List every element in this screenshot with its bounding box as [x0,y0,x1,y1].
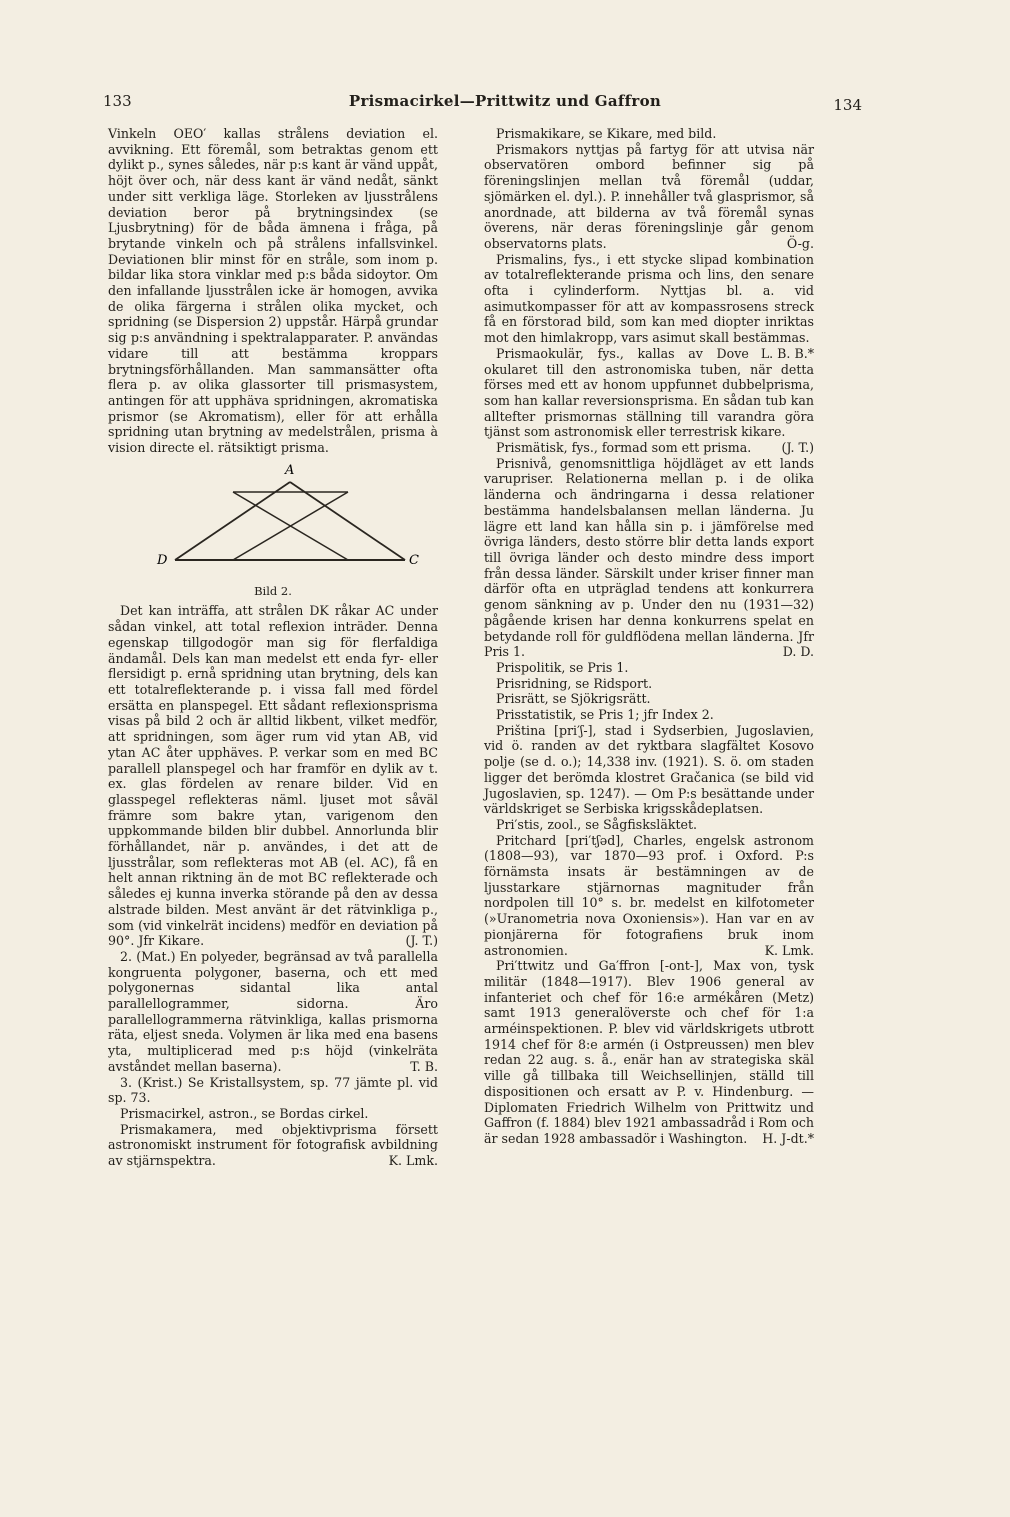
signature-klmk: K. Lmk. [388,1153,438,1169]
running-title: Prismacirkel—Prittwitz und Gaffron [348,92,662,110]
entry-prittwitz-text: Pri′ttwitz und Ga′ffron [-ont-], Max von, tysk militär (1848—1917). Blev 1906 general av infanteriet och chef för 16:e armékåren (Metz) samt 1913 generalöverste och chef för 1:a arméinspektionen. P. blev vid världskrigets utbrott 1914 chef för 8:e armén (i Ostpreussen) men blev redan 22 aug. s. å., enär han av strategiska skäl ville gå tillbaka till Weichsellinjen, ställd till dispositionen och ersatt av P. v. Hindenburg. — Diplomaten Friedrich Wilhelm von Prittwitz und Gaffron (f. 1884) blev 1921 ambassadråd i Rom och är sedan 1928 ambassadör i Washington. [484,958,814,1146]
paragraph-mathematics-text: 2. (Mat.) En polyeder, begränsad av två parallella kongruenta polygoner, baserna, och ett med polygonernas sidantal lika antal parallellogrammer, sidorna. Äro parallellogrammerna rätvinkliga, kallas prismorna räta, eljest sneda. Volymen är lika med ena basens yta, multiplicerad med p:s höjd (vinkelräta avståndet mellan baserna). [108,948,438,1074]
signature-og: Ö-g. [786,235,814,251]
entry-prismakors [484,142,814,252]
paragraph-total-reflexion-text: Det kan inträffa, att strålen DK råkar AC under sådan vinkel, att total reflexion inträder. Denna egenskap tillgodogör man sig för flerfaldiga ändamål. Dels kan man medelst ett enda fyr- eller flersidigt p. ernå spridning utan brytning, dels kan ett totalreflekterande p. i vissa fall med fördel ersätta en planspegel. Ett sådant reflexionsprisma visas på bild 2 och är alltid likbent, vilket medför, att spridningen, som äger rum vid ytan AB, vid ytan AC åter upphäves. P. verkar som en med BC parallell planspegel och har framför en dylik av t. ex. glas fördelen av renare bilder. Vid en glasspegel reflekteras näml. ljuset mot såväl främre som bakre ytan, varigenom den uppkommande bilden blir dubbel. Annorlunda blir förhållandet, när p. användes, i det att de ljusstrålar, som reflekteras mot AB (el. AC), få en helt annan riktning än de mot BC reflekterade och således ej kunna inverka störande på den av dessa alstrade bilden. Mest använt är det rätvinkliga p., som (vid vinkelrät incidens) medför en deviation på 90°. Jfr Kikare. [108,603,438,949]
signature-lbb: L. B. B.* [760,345,814,361]
entry-prisniva-text: Prisnivå, genomsnittliga höjdläget av ett lands varupriser. Relationerna mellan p. i de olika länderna och ändringarna i dessa relationer bestämma handelsbalansen mellan länderna. Ju lägre ett land kan hålla sin p. i jämförelse med övriga länders, desto större blir detta lands export till övriga länder och desto mindre dess import från dessa länder. Särskilt under kriser finner man därför ofta en utpräglad tendens att konkurrera genom sänkning av p. Under den nu (1931—32) pågående krisen har denna konkurrens spelat en betydande roll för guldflödena mellan länderna. Jfr Pris 1. [484,455,814,660]
figure-caption: Bild 2. [254,583,292,598]
signature-jt-2: (J. T.) [781,440,814,456]
entry-prittwitz [484,958,814,1146]
figure-bild-2 [108,462,438,600]
label-a: A [285,462,295,478]
paragraph-deviation: Vinkeln OEO′ kallas strålens deviation el. avvikning. Ett föremål, som betraktas genom ett dylikt p., synes således, när p:s kant är vänd uppåt, höjt över och, när dess kant är vänd nedåt, sänkt under sitt verkliga läge. Storleken av ljusstrålens deviation beror på brytningsindex (se Ljusbrytning) för de båda ämnena i fråga, på brytande vinkeln och på strålens infallsvinkel. Deviationen blir minst för en stråle, som inom p. bildar lika stora vinklar med p:s båda sidoytor. Om den infallande ljusstrålen icke är homogen, avvika de olika färgerna i strålen olika mycket, och spridning (se Dispersion 2) uppstår. Härpå grundar sig p:s användning i spektralapparater. P. användas vidare till att bestämma kroppars brytningsförhållanden. Man sammansätter ofta flera p. av olika glassorter till prismasystem, antingen för att upphäva spridningen, akromatiska prismor (se Akromatism), eller för att erhålla spridning utan brytning av medelstrålen, prisma à vision directe el. rätsiktigt prisma. [108,126,438,456]
signature-tb: T. B. [410,1058,438,1074]
paragraph-mathematics [108,949,438,1075]
entry-prismaokular-text: Prismaokulär, fys., kallas av Dove okularet till den astronomiska tuben, när detta förses med ett av honom uppfunnet dubbelprisma, som han kallar reversionsprisma. En sådan tub kan alltefter prismornas ställning till varandra göra tjänst som astronomisk eller terrestrisk kikare. [484,345,814,440]
diagram-left-edge [175,482,290,560]
diagram-right-edge [290,482,405,560]
right-column [484,126,814,1147]
entry-pritchard [484,833,814,959]
entry-pritchard-text: Pritchard [pri′tʃəd], Charles, engelsk astronom (1808—93), var 1870—93 prof. i Oxford. P:s förnämsta insats är bestämningen av de ljusstarkare stjärnornas magnituder från nordpolen till 10° s. br. medelst en kilfotometer (»Uranometria nova Oxoniensis»). Han var en av pionjärerna för fotografiens bruk inom astronomien. [484,832,814,958]
signature-klmk-2: K. Lmk. [764,942,814,958]
entry-prismakamera-text: Prismakamera, med objektivprisma försett astronomiskt instrument för fotografisk avbildning av stjärnspektra. [108,1121,438,1169]
signature-jt: (J. T.) [405,933,438,949]
entry-prismakamera [108,1122,438,1169]
left-column [108,126,438,1169]
paragraph-crystallography: 3. (Krist.) Se Kristallsystem, sp. 77 jämte pl. vid sp. 73. [108,1074,438,1106]
signature-hjdt: H. J-dt.* [762,1131,814,1146]
entry-pristina: Priština [pri′ʃ-], stad i Sydserbien, Jugoslavien, vid ö. randen av det ryktbara slagfältet Kosovo polje (se d. o.); 14,338 inv. (1921). S. ö. om staden ligger det berömda klostret Gračanica (se bild vid Jugoslavien, sp. 1247). — Om P:s besättande under världskriget se Serbiska krigsskådeplatsen. [484,722,814,817]
left-page-number: 133 [103,92,132,110]
entry-prismakors-text: Prismakors nyttjas på fartyg för att utvisa när observatören ombord befinner sig på föreningslinjen mellan två föremål (uddar, sjömärken el. dyl.). P. innehåller två glasprismor, så anordnade, att bilderna av två föremål synas överens, när deras föreningslinje går genom observatorns plats. [484,141,814,251]
paragraph-total-reflexion [108,603,438,948]
prism-diagram [123,462,423,582]
entry-prismalins-text: Prismalins, fys., i ett stycke slipad kombination av totalreflekterande prisma och lins, den senare ofta i cylinderform. Nyttjas bl. a. vid asimutkompasser för att av kompassrosens streck få en förstorad bild, som kan med diopter inriktas mot den himlakropp, vars asimut skall bestämmas. [484,251,814,346]
entry-prismakikare: Prismakikare, se Kikare, med bild. [496,126,717,141]
right-page-number: 134 [833,96,862,114]
label-c: C [409,552,419,568]
entry-prismatisk: Prismätisk, fys., formad som ett prisma. [496,440,752,456]
page-header [0,92,1010,116]
entry-prisratt: Prisrätt, se Sjökrigsrätt. [496,691,651,707]
entry-prisridning: Prisridning, se Ridsport. [496,675,653,691]
entry-prismacirkel: Prismacirkel, astron., se Bordas cirkel. [120,1105,369,1121]
entry-prismalins [484,251,814,361]
entry-prispolitik: Prispolitik, se Pris 1. [496,659,629,675]
signature-dd: D. D. [782,644,814,660]
entry-prisniva [484,456,814,660]
entry-prisstatistik: Prisstatistik, se Pris 1; jfr Index 2. [496,707,714,723]
label-d: D [157,552,168,568]
entry-pristis: Pri′stis, zool., se Sågfisksläktet. [496,816,698,832]
